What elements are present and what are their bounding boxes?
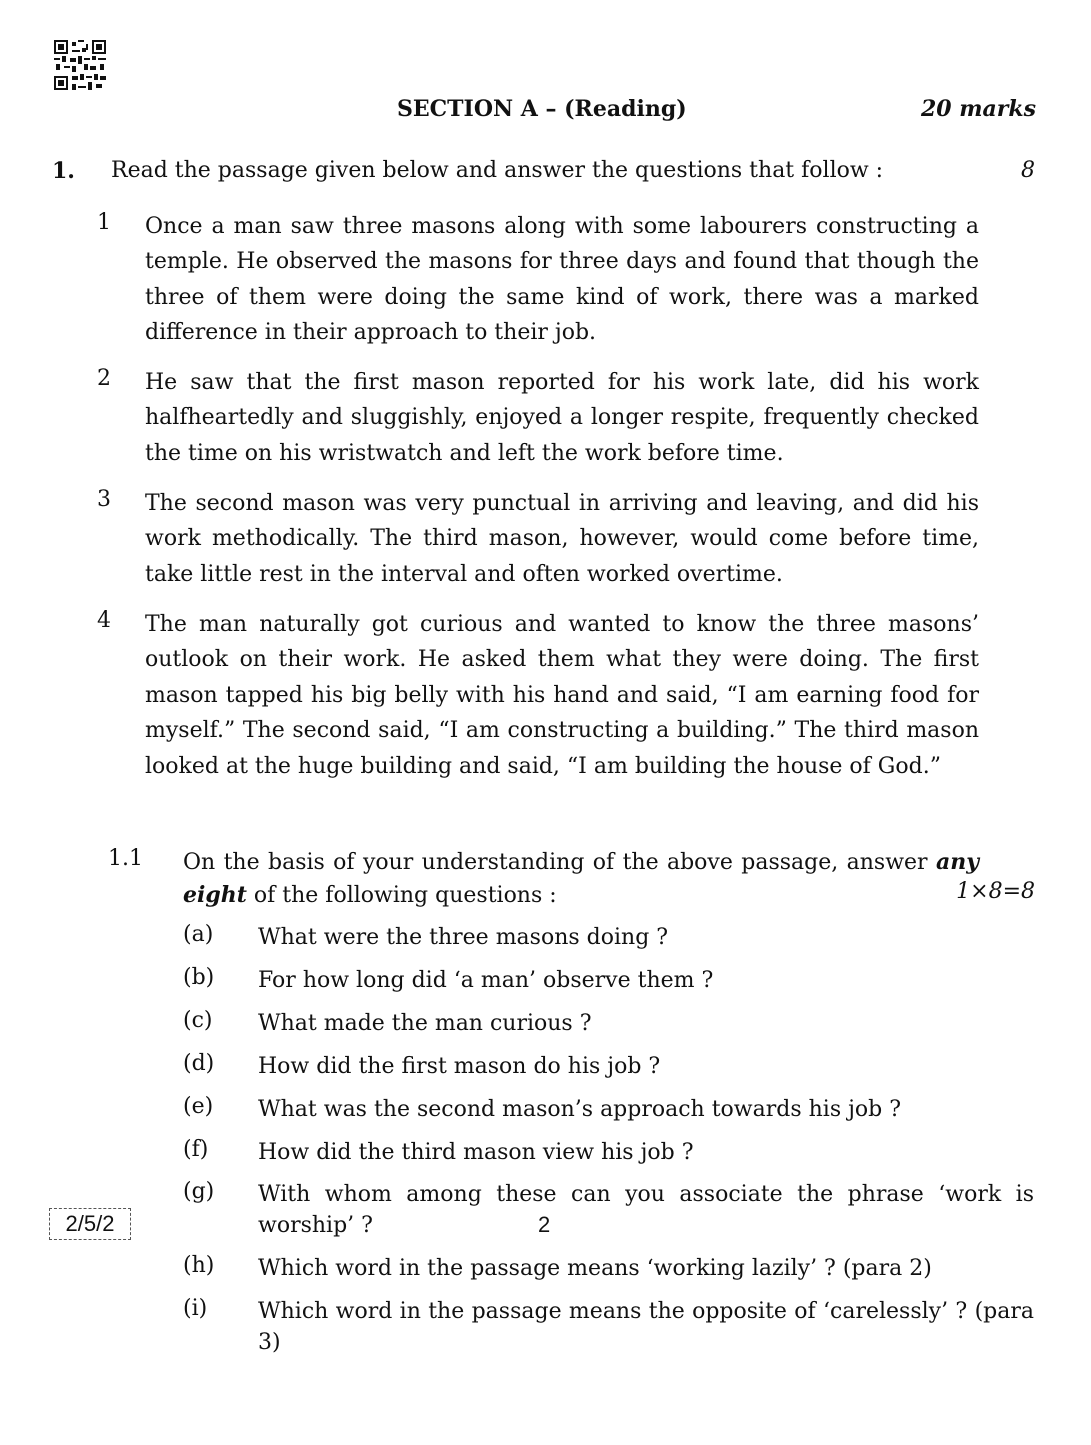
item-label: (f) [183, 1137, 209, 1162]
paragraph-number: 1 [97, 210, 111, 235]
question-marks: 8 [1021, 158, 1035, 183]
paragraph-number: 3 [97, 487, 111, 512]
question-number: 1. [52, 158, 75, 184]
paragraph-number: 2 [97, 366, 111, 391]
page-number: 2 [538, 1212, 551, 1237]
qr-code-icon [54, 40, 106, 90]
subquestion-emphasis: any eight [183, 849, 980, 908]
subquestion-text-after: of the following questions : [253, 883, 557, 908]
item-text: Which word in the passage means ‘working lazily’ ? (para 2) [258, 1256, 932, 1281]
subquestion-marks: 1×8=8 [956, 879, 1035, 904]
section-marks: 20 marks [920, 96, 1036, 122]
item-text: What was the second mason’s approach towards his job ? [258, 1097, 902, 1122]
item-label: (b) [183, 965, 215, 990]
item-text: How did the first mason do his job ? [258, 1054, 661, 1079]
item-label: (d) [183, 1051, 215, 1076]
subquestion-text [183, 846, 979, 912]
item-text: Which word in the passage means the opposite of ‘carelessly’ ? (para 3) [258, 1299, 1034, 1355]
item-text: With whom among these can you associate the phrase ‘work is worship’ ? [258, 1182, 1034, 1238]
item-text: What were the three masons doing ? [258, 925, 669, 950]
item-label: (c) [183, 1008, 213, 1033]
item-label: (i) [183, 1296, 208, 1321]
paper-code: 2/5/2 [49, 1208, 131, 1240]
item-label: (a) [183, 922, 214, 947]
section-title: SECTION A – (Reading) [397, 96, 687, 122]
paragraph-number: 4 [97, 608, 111, 633]
paragraph-text: He saw that the first mason reported for his work late, did his work halfheartedly and sluggishly, enjoyed a longer respite, frequently checked the time on his wristwatch and left the work before time. [145, 370, 979, 466]
item-label: (e) [183, 1094, 214, 1119]
paragraph-text: The second mason was very punctual in arriving and leaving, and did his work methodically. The third mason, however, would come before time, take little rest in the interval and often worked overtime. [145, 491, 979, 587]
item-text: For how long did ‘a man’ observe them ? [258, 968, 714, 993]
question-instruction: Read the passage given below and answer the questions that follow : [111, 158, 884, 183]
item-label: (h) [183, 1253, 215, 1278]
item-text: What made the man curious ? [258, 1011, 592, 1036]
paragraph-text: Once a man saw three masons along with some labourers constructing a temple. He observed the masons for three days and found that though the three of them were doing the same kind of work, there was a marked difference in their approach to their job. [145, 214, 979, 346]
item-label: (g) [183, 1179, 215, 1204]
subquestion-number: 1.1 [108, 846, 143, 871]
paragraph-text: The man naturally got curious and wanted to know the three masons’ outlook on their work. He asked them what they were doing. The first mason tapped his big belly with his hand and said, “I am earning food for myself.” The second said, “I am constructing a building.” The third mason looked at the huge building and said, “I am building the house of God.” [145, 612, 979, 779]
subquestion-text-before: On the basis of your understanding of the above passage, answer [183, 850, 928, 875]
item-text: How did the third mason view his job ? [258, 1140, 694, 1165]
